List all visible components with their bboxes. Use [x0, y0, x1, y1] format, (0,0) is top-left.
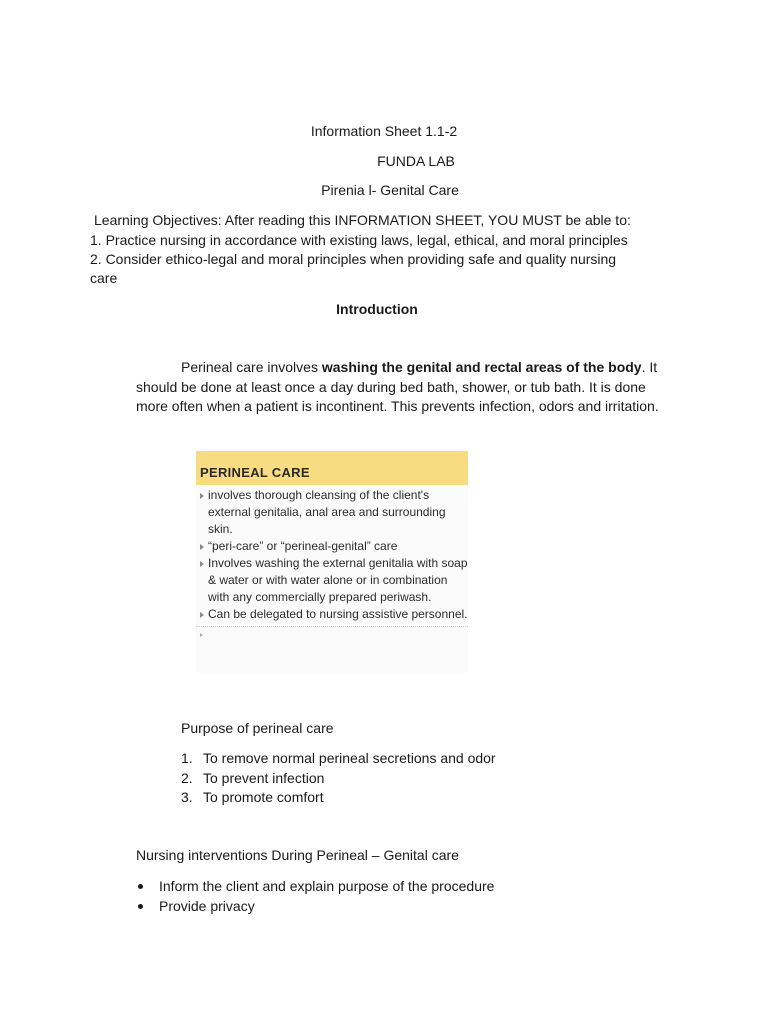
- list-item: Provide privacy: [136, 897, 494, 917]
- perineal-care-slide-image: [196, 451, 468, 673]
- intro-text-bold: washing the genital and rectal areas of the body: [321, 359, 642, 375]
- introduction-heading: Introduction: [336, 301, 418, 317]
- arrow-bullet-icon: [200, 493, 204, 499]
- slide-list-item: “peri-care” or “perineal-genital” care: [196, 538, 468, 555]
- list-item: Inform the client and explain purpose of the procedure: [136, 877, 494, 897]
- objectives-lead: Learning Objectives: After reading this INFORMATION SHEET, YOU MUST be able to:: [94, 212, 631, 228]
- list-item: 1. To remove normal perineal secretions and odor: [181, 750, 496, 766]
- slide-list-item: involves thorough cleansing of the client's external genitalia, anal area and surrounding skin.: [196, 487, 468, 538]
- bullet-icon: [138, 884, 143, 889]
- objective-2-line-1: 2. Consider ethico-legal and moral principles when providing safe and quality nursing: [90, 251, 617, 267]
- introduction-paragraph: [136, 358, 681, 417]
- arrow-bullet-icon: [200, 612, 204, 618]
- objective-1: 1. Practice nursing in accordance with existing laws, legal, ethical, and moral principles: [90, 232, 628, 248]
- topic-title: Pirenia l- Genital Care: [321, 182, 459, 198]
- slide-list-item: Can be delegated to nursing assistive personnel.: [196, 606, 468, 623]
- slide-list-item: Involves washing the external genitalia with soap & water or with water alone or in combination with any commercially prepared periwash.: [196, 555, 468, 606]
- list-item: 3. To promote comfort: [181, 789, 324, 805]
- slide-empty-item: [196, 627, 468, 641]
- interventions-heading: Nursing interventions During Perineal – Genital care: [136, 847, 459, 863]
- slide-title: PERINEAL CARE: [196, 451, 468, 485]
- arrow-bullet-icon: [200, 544, 204, 550]
- purpose-list: [181, 749, 496, 808]
- objective-2-line-2: care: [90, 270, 118, 286]
- intro-text-start: Perineal care involves: [181, 359, 322, 375]
- purpose-heading: Purpose of perineal care: [181, 720, 334, 736]
- intro-text-end: . It should be done at least once a day during bed bath, shower, or tub bath. It is done more often when a patient is incontinent. This prevents infection, odors and irritation.: [136, 359, 659, 414]
- arrow-bullet-icon: [200, 633, 203, 637]
- list-item: 2. To prevent infection: [181, 769, 325, 786]
- lab-title: FUNDA LAB: [377, 153, 455, 169]
- arrow-bullet-icon: [200, 561, 204, 567]
- slide-list: [196, 485, 468, 623]
- bullet-icon: [138, 904, 143, 909]
- interventions-list: [136, 877, 494, 916]
- sheet-title: Information Sheet 1.1-2: [310, 123, 458, 139]
